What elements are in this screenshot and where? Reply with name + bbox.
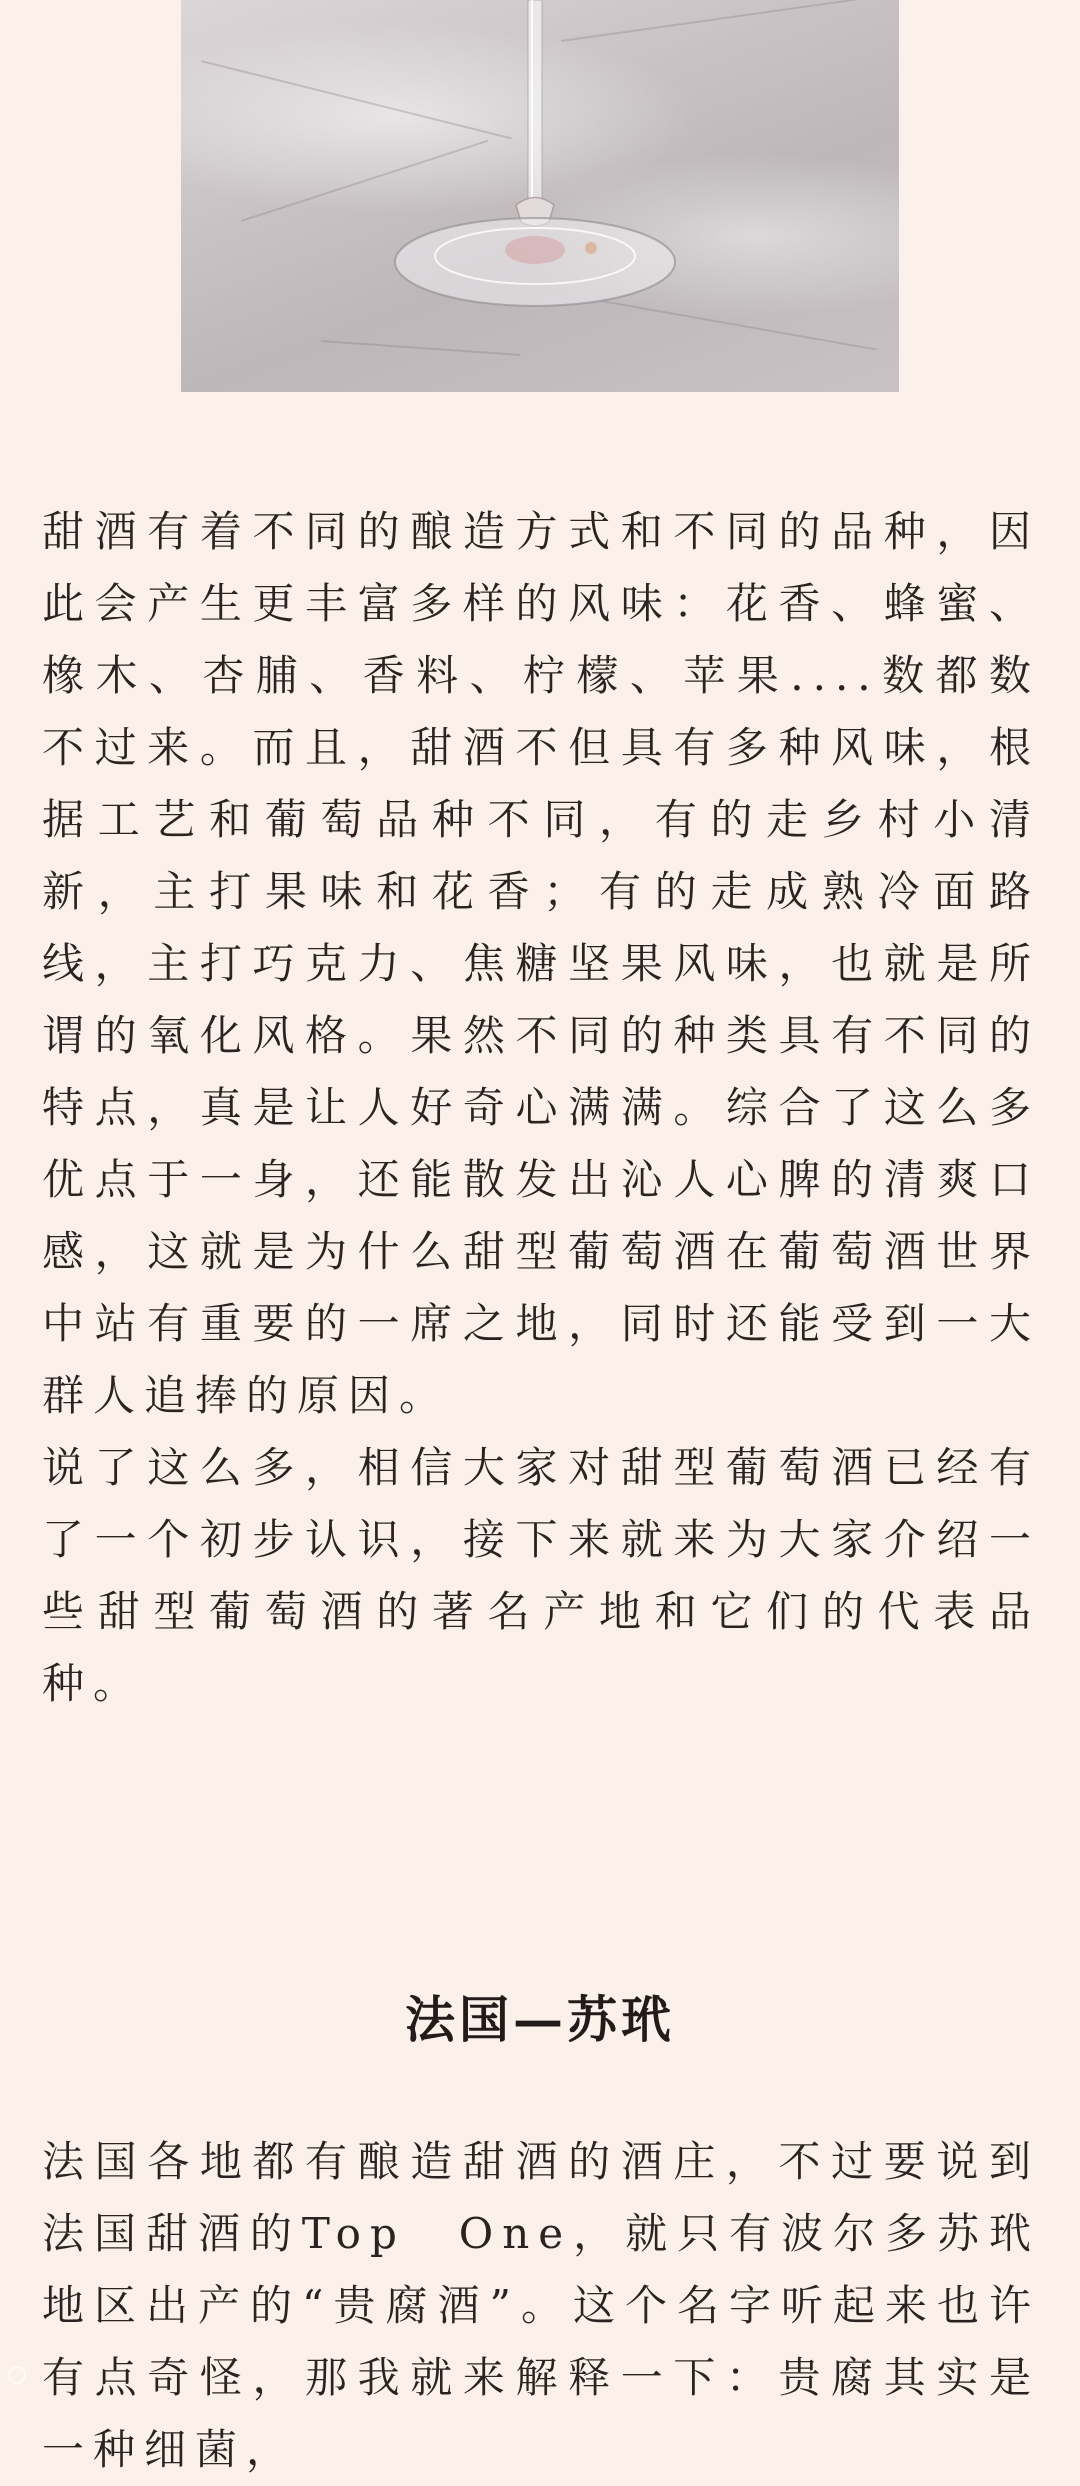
watermark-icon: [8, 2366, 26, 2384]
section-title-france-sauternes: 法国—苏玳: [405, 1990, 675, 2049]
section-paragraph: 法国各地都有酿造甜酒的酒庄，不过要说到法国甜酒的Top One，就只有波尔多苏玳地区出产的“贵腐酒”。这个名字听起来也许有点奇怪，那我就来解释一下：贵腐其实是一种细菌，: [42, 2137, 1040, 2474]
intro-paragraph-1: 甜酒有着不同的酿造方式和不同的品种，因此会产生更丰富多样的风味：花香、蜂蜜、橡木、杏脯、香料、柠檬、苹果....数都数不过来。而且，甜酒不但具有多种风味，根据工艺和葡萄品种不同，有的走乡村小清新，主打果味和花香；有的走成熟冷面路线，主打巧克力、焦糖坚果风味，也就是所谓的氧化风格。果然不同的种类具有不同的特点，真是让人好奇心满满。综合了这么多优点于一身，还能散发出沁人心脾的清爽口感，这就是为什么甜型葡萄酒在葡萄酒世界中站有重要的一席之地，同时还能受到一大群人追捧的原因。: [42, 507, 1040, 1420]
intro-paragraph-2: 说了这么多，相信大家对甜型葡萄酒已经有了一个初步认识，接下来就来为大家介绍一些甜型葡萄酒的著名产地和它们的代表品种。: [42, 1443, 1040, 1708]
wine-glass-photo: [181, 0, 899, 392]
wine-glass-illustration: [181, 0, 899, 392]
watermark: [8, 2366, 26, 2384]
